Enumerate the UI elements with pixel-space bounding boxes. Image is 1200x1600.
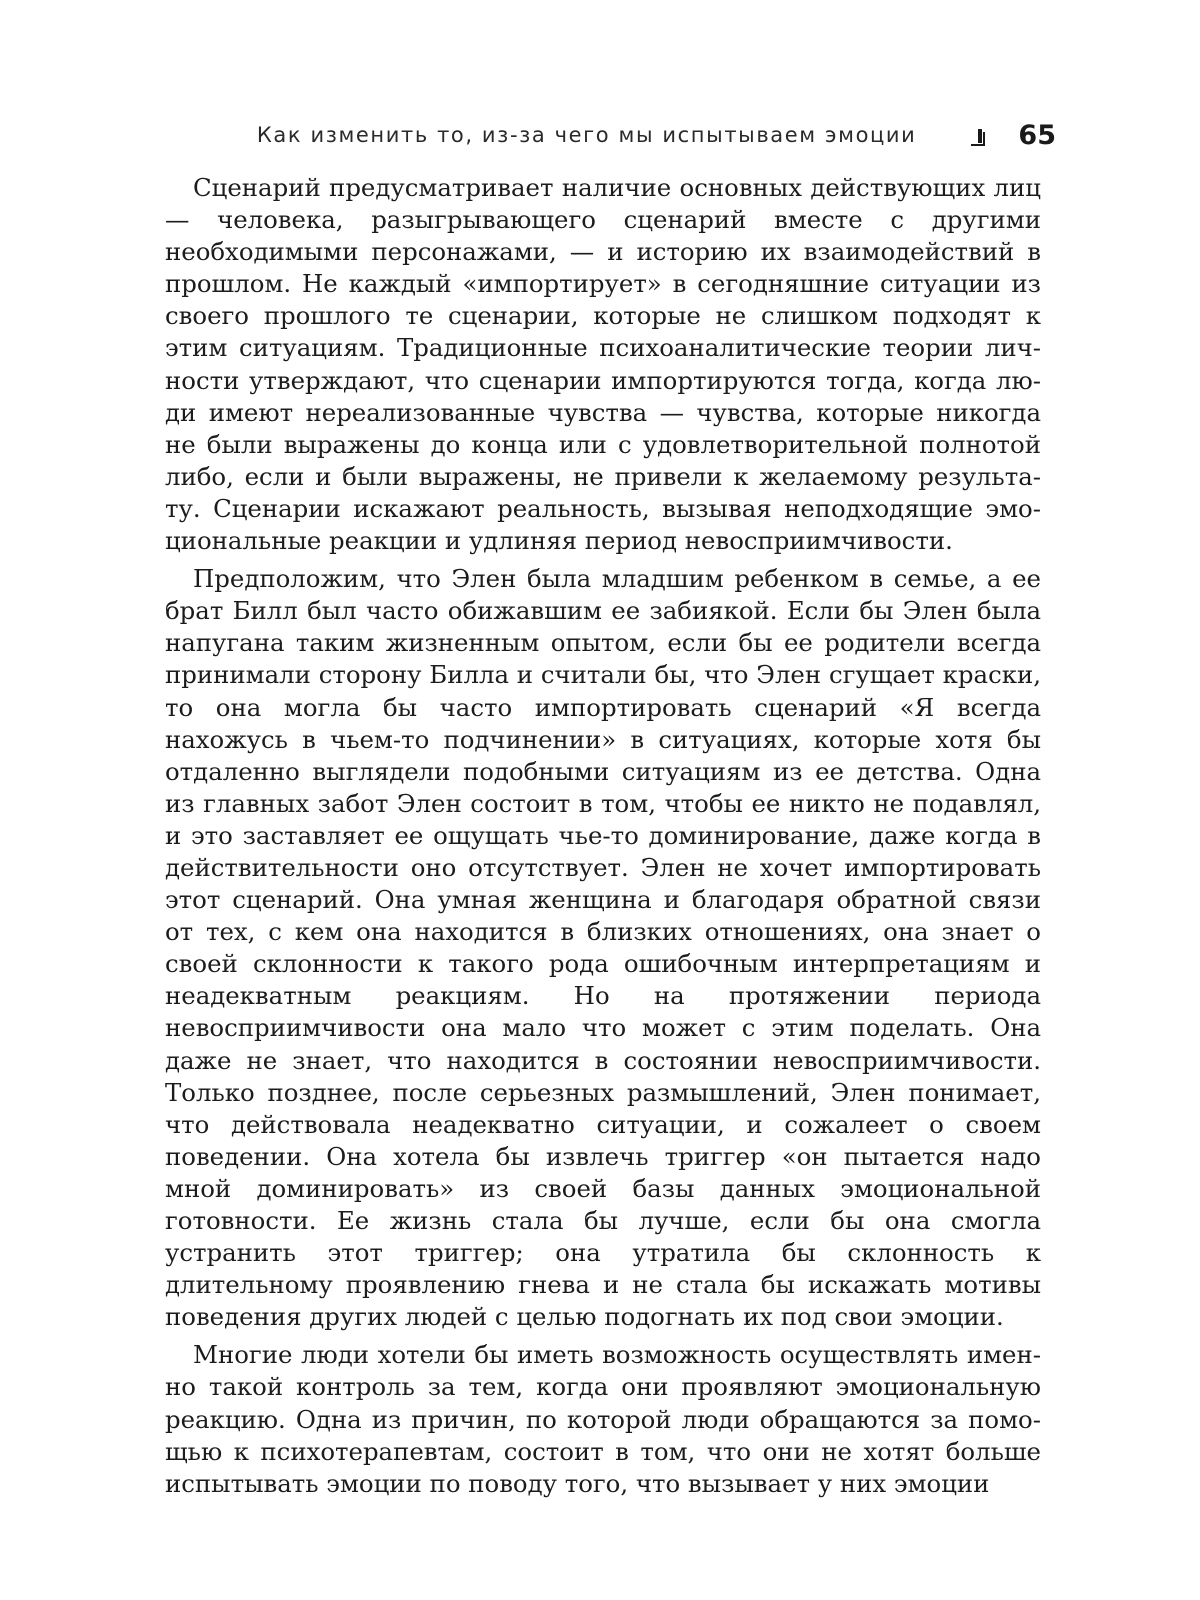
running-header [256, 118, 1056, 152]
body-text [165, 172, 1041, 1506]
page-number: 65 [1018, 119, 1056, 151]
paragraph: Сценарий предусматривает наличие основных действующих лиц — человека, разыгрывающего сценарий вместе с другими необходимыми персонажами, — и историю их взаимодействий в прошлом. Не каждый «импортирует» в сегодняшние ситуации из своего прошлого те сценарии, которые не слишком подходят к этим ситуациям. Традиционные психоаналитические теории личности утверждают, что сценарии импортируются тогда, когда люди имеют нереализованные чувства — чувства, которые никогда не были выражены до конца или с удовлетворительной полнотой либо, если и были выражены, не привели к желаемому результату. Сценарии искажают реальность, вызывая неподходящие эмоциональные реакции и удлиняя период невосприимчивости. [165, 173, 1041, 556]
paragraph: Предположим, что Элен была младшим ребенком в семье, а ее брат Билл был часто обижавшим ее забиякой. Если бы Элен была напугана таким жизненным опытом, если бы ее родители всегда принимали сторону Билла и считали бы, что Элен сгущает краски, то она могла бы часто импортировать сценарий «Я всегда нахожусь в чьем-то подчинении» в ситуациях, которые хотя бы отдаленно выглядели подобными ситуациям из ее детства. Одна из главных забот Элен состоит в том, чтобы ее никто не подавлял, и это заставляет ее ощущать чье-то доминирование, даже когда в действительности оно отсутствует. Элен не хочет импортировать этот сценарий. Она умная женщина и благодаря обратной связи от тех, с кем она находится в близких отношениях, она знает о своей склонности к такого рода ошибочным интерпретациям и неадекватным реакциям. Но на протяжении периода невосприимчивости она мало что может с этим поделать. Она даже не знает, что находится в состоянии невосприимчивости. Только позднее, после серьезных размышлений, Элен понимает, что действовала неадекватно ситуации, и сожалеет о своем поведении. Она хотела бы извлечь триггер «он пытается надо мной доминировать» из своей базы данных эмоциональной готовности. Ее жизнь стала бы лучше, если бы она смогла устранить этот триггер; она утратила бы склонность к длительному проявлению гнева и не стала бы искажать мотивы поведения других людей с целью подогнать их под свои эмоции. [165, 564, 1041, 1332]
running-title: Как изменить то, из-за чего мы испытываем эмоции [256, 123, 917, 147]
square-bullet-icon [978, 129, 982, 143]
paragraph: Многие люди хотели бы иметь возможность осуществлять именно такой контроль за тем, когда они проявляют эмоциональную реакцию. Одна из причин, по которой люди обращаются за помощью к психотерапевтам, состоит в том, что они не хотят больше испытывать эмоции по поводу того, что вызывает у них эмоции [165, 1340, 1041, 1498]
